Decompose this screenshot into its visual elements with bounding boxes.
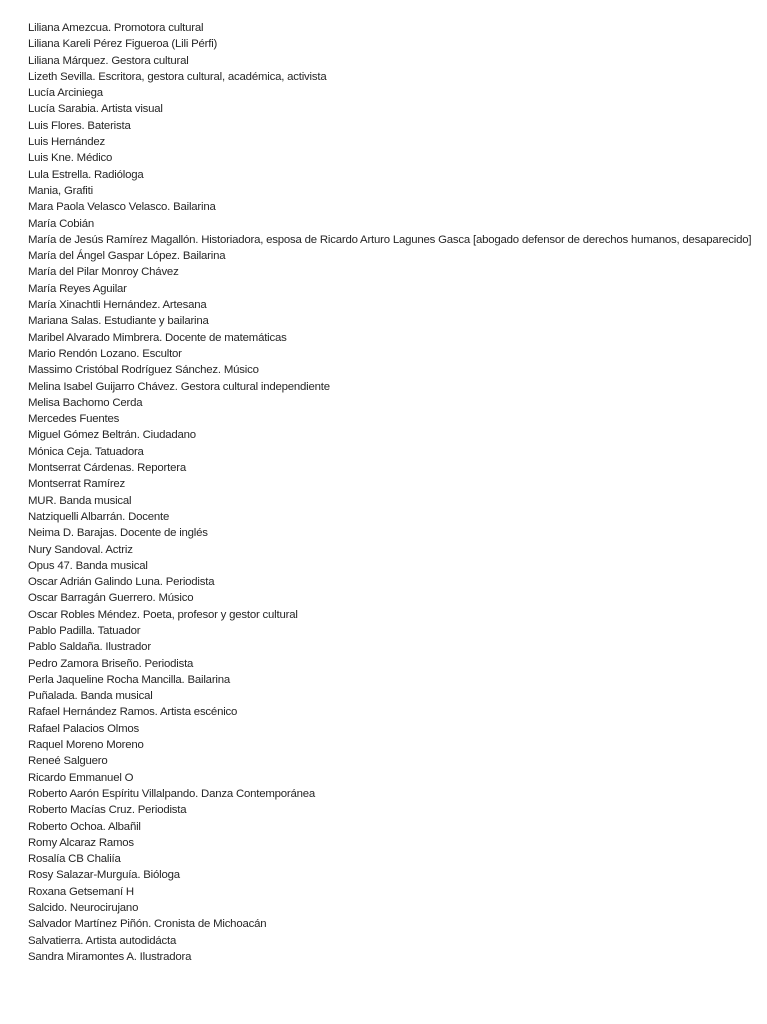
- list-item: Neima D. Barajas. Docente de inglés: [28, 527, 208, 540]
- list-item: Pablo Saldaña. Ilustrador: [28, 641, 151, 654]
- list-item: Maribel Alvarado Mimbrera. Docente de matemáticas: [28, 331, 287, 344]
- signatory-list: [28, 20, 758, 965]
- list-item: MUR. Banda musical: [28, 494, 132, 507]
- list-item: Melisa Bachomo Cerda: [28, 396, 143, 409]
- list-item: Puñalada. Banda musical: [28, 690, 153, 703]
- list-item: Salvador Martínez Piñón. Cronista de Michoacán: [28, 918, 267, 931]
- list-item: Liliana Márquez. Gestora cultural: [28, 54, 189, 67]
- list-item: Melina Isabel Guijarro Chávez. Gestora cultural independiente: [28, 380, 330, 393]
- list-item: Reneé Salguero: [28, 755, 108, 768]
- list-item: Massimo Cristóbal Rodríguez Sánchez. Músico: [28, 364, 259, 377]
- list-item: Luis Flores. Baterista: [28, 119, 131, 132]
- list-item: Mario Rendón Lozano. Escultor: [28, 347, 182, 360]
- list-item: Liliana Kareli Pérez Figueroa (Lili Pérfi): [28, 38, 218, 51]
- list-item: Luis Kne. Médico: [28, 152, 113, 165]
- list-item: Oscar Barragán Guerrero. Músico: [28, 592, 194, 605]
- list-item: Pablo Padilla. Tatuador: [28, 624, 141, 637]
- list-item: Salvatierra. Artista autodidácta: [28, 934, 177, 947]
- list-item: Romy Alcaraz Ramos: [28, 836, 134, 849]
- list-item: Oscar Adrián Galindo Luna. Periodista: [28, 576, 215, 589]
- list-item: Roberto Aarón Espíritu Villalpando. Danza Contemporánea: [28, 787, 316, 800]
- list-item: Rafael Hernández Ramos. Artista escénico: [28, 706, 238, 719]
- list-item: María Reyes Aguilar: [28, 282, 127, 295]
- list-item: Lucía Sarabia. Artista visual: [28, 103, 163, 116]
- list-item: Pedro Zamora Briseño. Periodista: [28, 657, 194, 670]
- list-item: Rosalía CB Chaliía: [28, 853, 121, 866]
- list-item: Natziquelli Albarrán. Docente: [28, 510, 170, 523]
- list-item: María de Jesús Ramírez Magallón. Historiadora, esposa de Ricardo Arturo Lagunes Gasca [abogado defensor de derechos humanos, desaparecido]: [28, 233, 752, 246]
- list-item: Roberto Ochoa. Albañil: [28, 820, 141, 833]
- list-item: Raquel Moreno Moreno: [28, 739, 144, 752]
- list-item: Ricardo Emmanuel O: [28, 771, 134, 784]
- list-item: María Xinachtli Hernández. Artesana: [28, 299, 207, 312]
- list-item: Roxana Getsemaní H: [28, 885, 134, 898]
- list-item: María del Pilar Monroy Chávez: [28, 266, 179, 279]
- list-item: Mariana Salas. Estudiante y bailarina: [28, 315, 209, 328]
- list-item: Salcido. Neurocirujano: [28, 902, 139, 915]
- list-item: Oscar Robles Méndez. Poeta, profesor y gestor cultural: [28, 608, 298, 621]
- list-item: Nury Sandoval. Actriz: [28, 543, 133, 556]
- list-item: Roberto Macías Cruz. Periodista: [28, 804, 187, 817]
- list-item: Mara Paola Velasco Velasco. Bailarina: [28, 201, 216, 214]
- list-item: Opus 47. Banda musical: [28, 559, 148, 572]
- list-item: Liliana Amezcua. Promotora cultural: [28, 22, 204, 34]
- list-item: Luis Hernández: [28, 136, 105, 149]
- list-item: Rafael Palacios Olmos: [28, 722, 140, 735]
- list-item: Lula Estrella. Radióloga: [28, 168, 144, 181]
- list-item: Lizeth Sevilla. Escritora, gestora cultural, académica, activista: [28, 70, 327, 83]
- list-item: Rosy Salazar-Murguía. Bióloga: [28, 869, 180, 882]
- signatory-list-document: [28, 20, 758, 965]
- list-item: María Cobián: [28, 217, 94, 230]
- list-item: Miguel Gómez Beltrán. Ciudadano: [28, 429, 196, 442]
- list-item: Perla Jaqueline Rocha Mancilla. Bailarina: [28, 673, 231, 686]
- list-item: Montserrat Cárdenas. Reportera: [28, 462, 186, 475]
- list-item: María del Ángel Gaspar López. Bailarina: [28, 250, 226, 263]
- list-item: Mercedes Fuentes: [28, 413, 120, 426]
- list-item: Mania, Grafiti: [28, 184, 93, 197]
- list-item: Mónica Ceja. Tatuadora: [28, 445, 144, 458]
- list-item: Lucía Arciniega: [28, 87, 103, 100]
- list-item: Montserrat Ramírez: [28, 478, 126, 491]
- list-item: Sandra Miramontes A. Ilustradora: [28, 950, 192, 963]
